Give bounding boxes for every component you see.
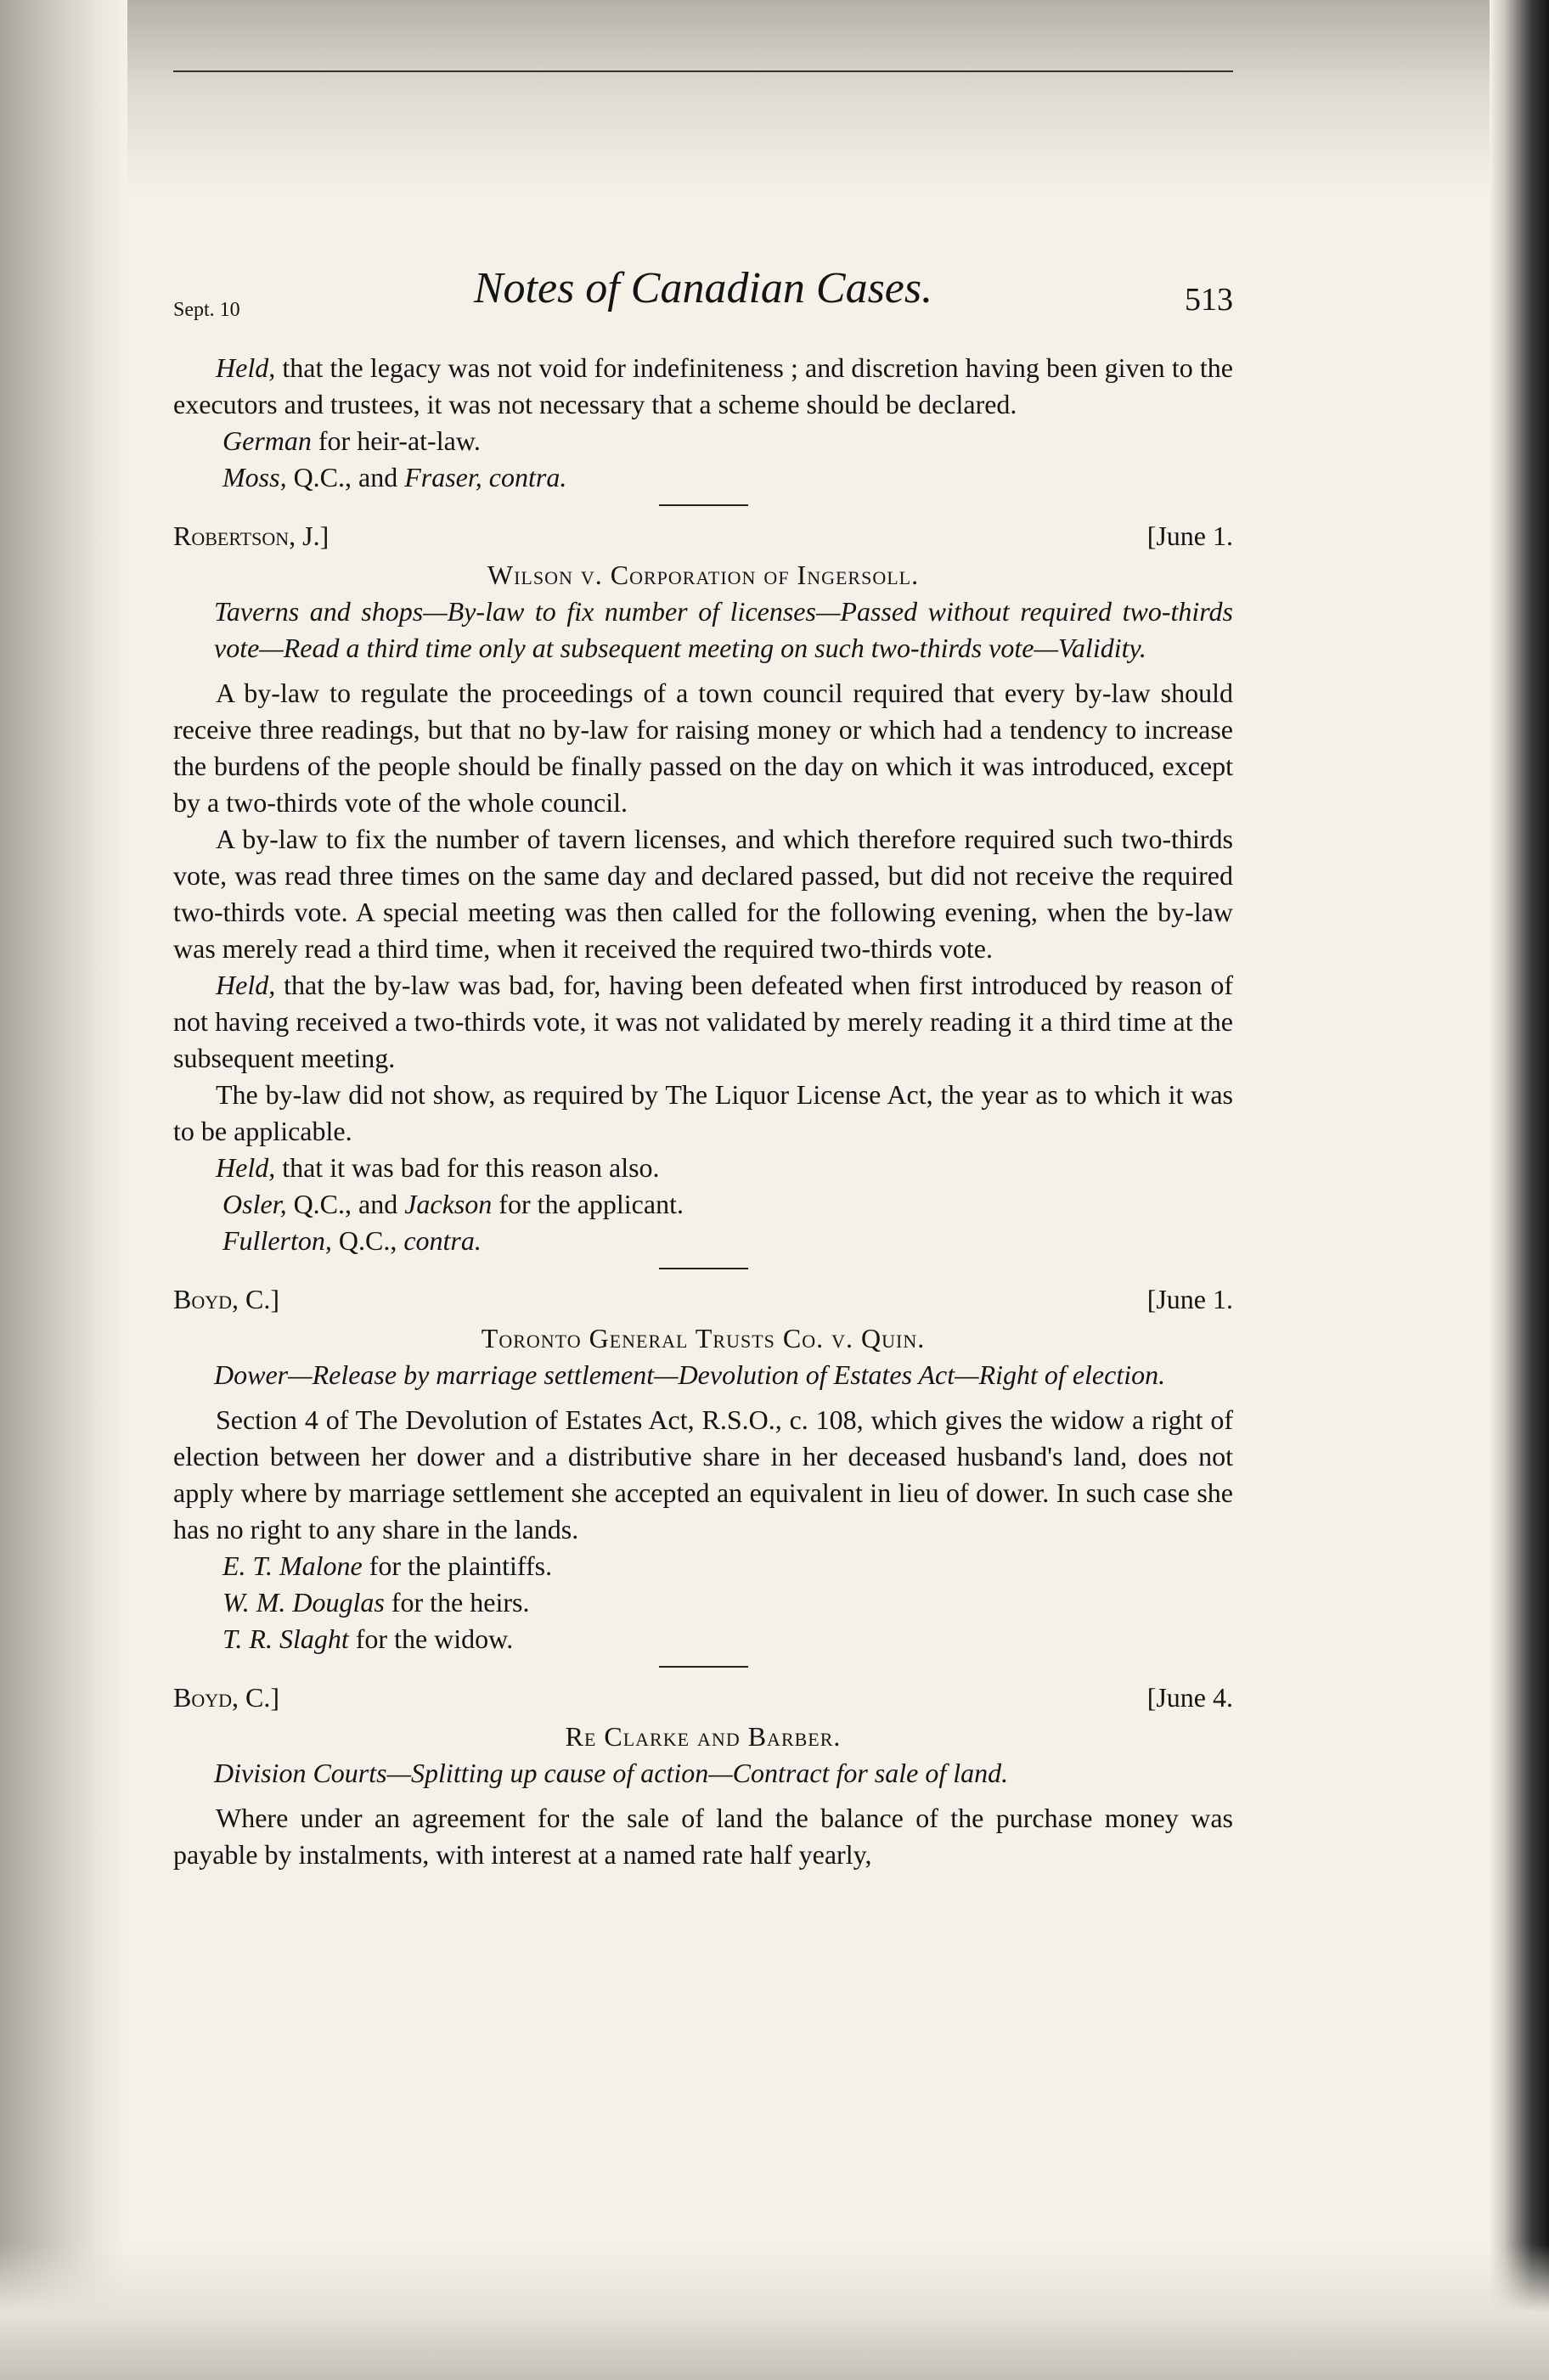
- case-separator: [659, 504, 748, 506]
- case2-paragraph-1: Section 4 of The Devolution of Estates Act, R.S.O., c. 108, which gives the widow a right of election between her dower and a distributive share in her deceased husband's land, does not apply where by marriage settlement she accepted an equivalent in lieu of dower. In such case she has no right to any share in the lands.: [173, 1404, 1233, 1544]
- counsel-name: E. T. Malone: [222, 1550, 363, 1581]
- case1-held-2: [173, 1150, 1233, 1186]
- case2-counsel-1: [173, 1548, 1233, 1584]
- counsel-name: T. R. Slaght: [222, 1623, 349, 1654]
- case-separator: [659, 1268, 748, 1269]
- case2-title: Toronto General Trusts Co. v. Quin.: [481, 1323, 926, 1353]
- counsel-name: Jackson: [404, 1189, 493, 1219]
- held-text: that the legacy was not void for indefiniteness ; and discretion having been given to the executors and trustees, it was not necessary that a scheme should be declared.: [173, 352, 1234, 419]
- case1-judge-line: [173, 518, 1233, 557]
- case1-headnote: Taverns and shops—By-law to fix number of licenses—Passed without required two-thirds vote—Read a third time only at subsequent meeting on such two-thirds vote—Validity.: [214, 596, 1233, 663]
- running-header: [173, 264, 1233, 338]
- page-number: 513: [1185, 282, 1233, 318]
- counsel-role: contra.: [403, 1225, 482, 1256]
- decision-date: [June 1.: [1146, 520, 1233, 551]
- case1-held-1: [173, 967, 1233, 1077]
- counsel-name: Osler,: [222, 1189, 287, 1219]
- page-shadow-top: [0, 0, 1549, 195]
- counsel-role: for the applicant.: [498, 1189, 684, 1219]
- judge-name: Robertson, J.]: [173, 520, 330, 551]
- held-label: Held,: [216, 970, 276, 1000]
- counsel-role: for the plaintiffs.: [369, 1550, 553, 1581]
- case1-counsel-2: [173, 1223, 1233, 1259]
- page-shadow-right: [1490, 0, 1549, 2380]
- header-date: Sept. 10: [173, 299, 240, 321]
- held-text: that the by-law was bad, for, having been defeated when first introduced by reason of not having received a two-thirds vote, it was not validated by merely reading it a third time at the subsequent meeting.: [173, 970, 1233, 1073]
- counsel-role: for heir-at-law.: [318, 425, 481, 456]
- case2-counsel-2: [173, 1584, 1233, 1621]
- case0-counsel-2: [173, 459, 1233, 496]
- case1-title: Wilson v. Corporation of Ingersoll.: [487, 560, 920, 590]
- page-shadow-bottom: [0, 2244, 1549, 2380]
- counsel-mid: Q.C.,: [338, 1225, 397, 1256]
- case1-paragraph-1: A by-law to regulate the proceedings of a town council required that every by-law should receive three readings, but that no by-law for raising money or which had a tendency to increase the burdens of the people should be finally passed on the day on which it was introduced, except by a two-thirds vote of the whole council.: [173, 678, 1233, 818]
- case3-title: Re Clarke and Barber.: [565, 1721, 842, 1752]
- case3-judge-line: [173, 1680, 1233, 1719]
- counsel-name: Fullerton,: [222, 1225, 332, 1256]
- case3-paragraph-1: Where under an agreement for the sale of land the balance of the purchase money was payable by instalments, with interest at a named rate half yearly,: [173, 1803, 1233, 1870]
- case2-judge-line: [173, 1281, 1233, 1320]
- counsel-role: contra.: [488, 462, 567, 492]
- case1-paragraph-2: A by-law to fix the number of tavern licenses, and which therefore required such two-thirds vote, was read three times on the same day and declared passed, but did not receive the required two-thirds vote. A special meeting was then called for the following evening, when the by-law was merely read a third time, when it received the required two-thirds vote.: [173, 824, 1233, 964]
- counsel-role: for the heirs.: [391, 1587, 530, 1618]
- body-text: [173, 350, 1233, 1873]
- case0-held-paragraph: [173, 350, 1233, 423]
- case0-counsel-1: [173, 423, 1233, 459]
- decision-date: [June 1.: [1146, 1284, 1233, 1314]
- counsel-name: Fraser,: [404, 462, 482, 492]
- counsel-name: German: [222, 425, 312, 456]
- case1-paragraph-3: The by-law did not show, as required by The Liquor License Act, the year as to which it was to be applicable.: [173, 1079, 1233, 1146]
- held-label: Held,: [216, 1152, 276, 1183]
- counsel-role: for the widow.: [355, 1623, 514, 1654]
- header-title: Notes of Canadian Cases.: [473, 264, 933, 312]
- case2-headnote: Dower—Release by marriage settlement—Devolution of Estates Act—Right of election.: [214, 1359, 1166, 1390]
- counsel-mid: Q.C., and: [293, 1189, 398, 1219]
- judge-name: Boyd, C.]: [173, 1284, 280, 1314]
- counsel-name: W. M. Douglas: [222, 1587, 385, 1618]
- judge-name: Boyd, C.]: [173, 1682, 280, 1713]
- header-rule: [173, 70, 1233, 72]
- page-shadow-left: [0, 0, 127, 2380]
- case1-counsel-1: [173, 1186, 1233, 1223]
- case3-headnote: Division Courts—Splitting up cause of action—Contract for sale of land.: [214, 1758, 1009, 1788]
- counsel-name: Moss,: [222, 462, 287, 492]
- counsel-mid: Q.C., and: [293, 462, 398, 492]
- case-separator: [659, 1666, 748, 1668]
- held-text: that it was bad for this reason also.: [282, 1152, 660, 1183]
- held-label: Held,: [216, 352, 276, 383]
- decision-date: [June 4.: [1146, 1682, 1233, 1713]
- case2-counsel-3: [173, 1621, 1233, 1657]
